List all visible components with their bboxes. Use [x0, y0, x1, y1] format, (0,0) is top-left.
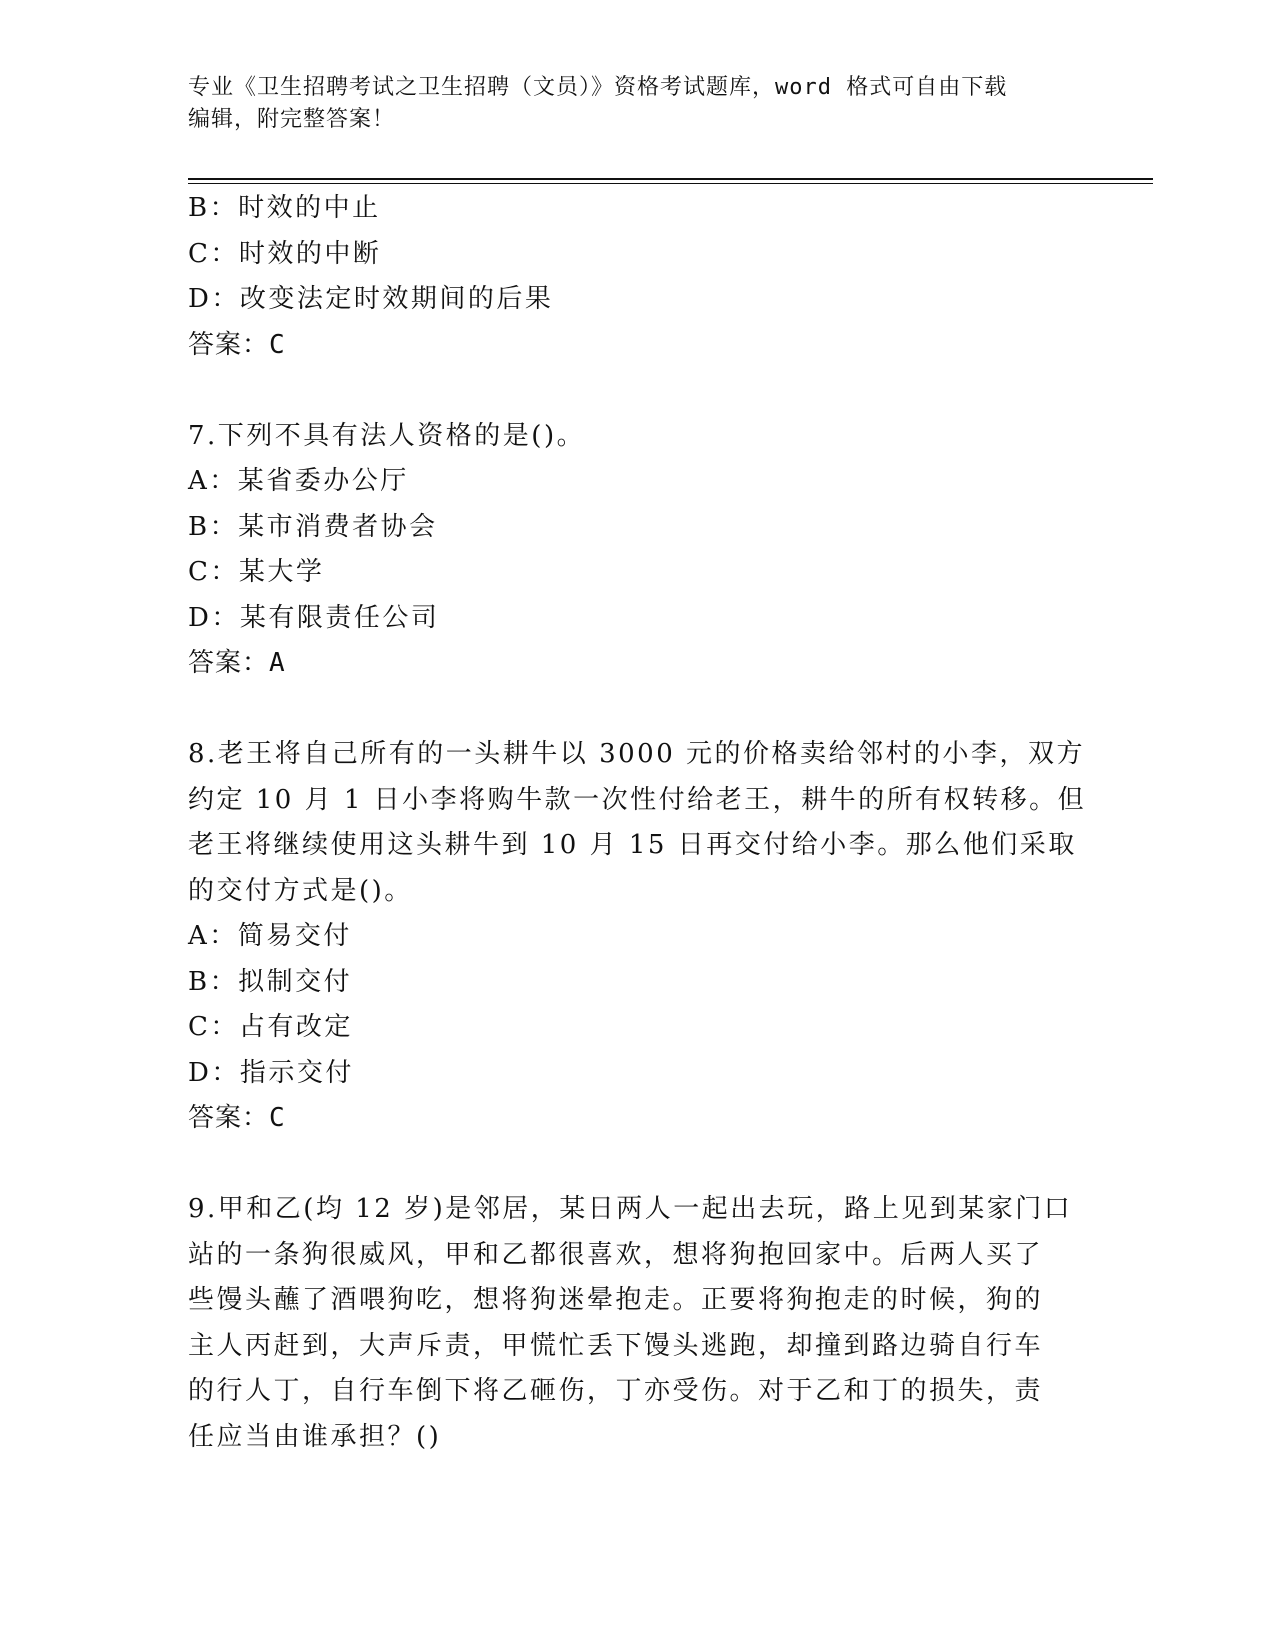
question-stem-line: 任应当由谁承担？(): [188, 1421, 442, 1452]
answer-line: 答案：C: [188, 1103, 286, 1133]
spacer: [188, 687, 1068, 733]
spacer: [188, 1142, 1068, 1188]
option-c: C：占有改定: [188, 1012, 353, 1042]
option-a: A：某省委办公厅: [188, 466, 409, 496]
option-c: C：时效的中断: [188, 238, 382, 269]
answer-line: 答案：A: [188, 648, 286, 678]
document-header: [188, 72, 1068, 136]
option-d: D：指示交付: [188, 1057, 354, 1088]
question-7: [188, 414, 1068, 687]
spacer: [188, 368, 1068, 414]
question-stem-line: 8.老王将自己所有的一头耕牛以 3000 元的价格卖给邻村的小李，双方: [188, 739, 1086, 769]
question-stem-line: 的交付方式是()。: [188, 875, 413, 906]
question-9: [188, 1187, 1073, 1460]
question-6-options: [188, 186, 1068, 368]
header-divider-thin: [188, 183, 1153, 184]
option-d: D：某有限责任公司: [188, 602, 440, 633]
question-stem-line: 站的一条狗很威风，甲和乙都很喜欢，想将狗抱回家中。后两人买了: [188, 1239, 1044, 1270]
question-stem: 7.下列不具有法人资格的是()。: [188, 420, 586, 451]
question-stem-line: 老王将继续使用这头耕牛到 10 月 15 日再交付给小李。那么他们采取: [188, 830, 1077, 860]
option-b: B：某市消费者协会: [188, 511, 438, 542]
question-stem-line: 约定 10 月 1 日小李将购牛款一次性付给老王，耕牛的所有权转移。但: [188, 784, 1087, 815]
question-stem-line: 的行人丁，自行车倒下将乙砸伤，丁亦受伤。对于乙和丁的损失，责: [188, 1376, 1044, 1406]
header-line-2: 编辑，附完整答案！: [188, 107, 396, 132]
question-stem-line: 9.甲和乙(均 12 岁)是邻居，某日两人一起出去玩，路上见到某家门口: [188, 1194, 1073, 1224]
question-stem-line: 些馒头蘸了酒喂狗吃，想将狗迷晕抱走。正要将狗抱走的时候，狗的: [188, 1285, 1044, 1315]
question-stem-line: 主人丙赶到，大声斥责，甲慌忙丢下馒头逃跑，却撞到路边骑自行车: [188, 1330, 1044, 1361]
header-line-1: 专业《卫生招聘考试之卫生招聘（文员）》资格考试题库，word 格式可自由下载: [188, 75, 1008, 100]
option-b: B：时效的中止: [188, 193, 381, 223]
question-content: [188, 186, 1087, 1460]
option-b: B：拟制交付: [188, 966, 353, 997]
option-d: D：改变法定时效期间的后果: [188, 284, 554, 314]
question-8: [188, 732, 1087, 1142]
option-c: C：某大学: [188, 557, 325, 587]
answer-line: 答案：C: [188, 329, 286, 360]
header-divider-thick: [188, 178, 1153, 180]
option-a: A：简易交付: [188, 921, 352, 951]
